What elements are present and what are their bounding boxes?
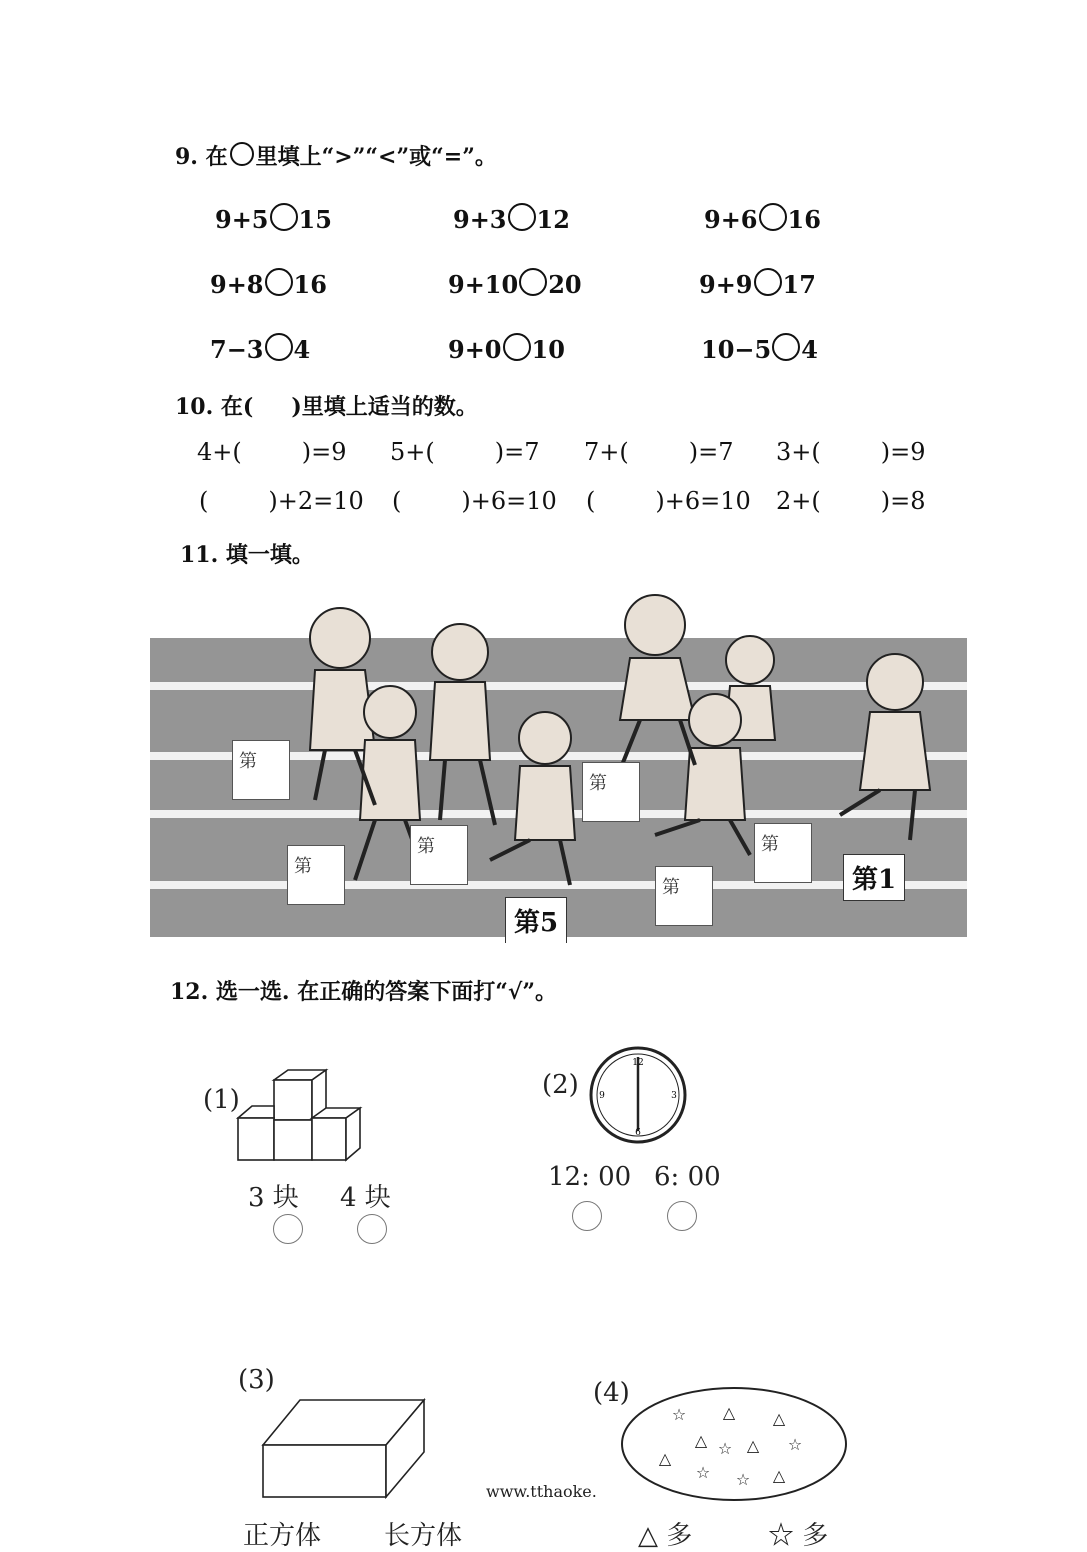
q9-right: 12 — [536, 205, 570, 234]
svg-text:△: △ — [694, 1431, 708, 1450]
q12-part2-option-a: 12: 00 — [548, 1162, 632, 1192]
q12-part1-number: (1) — [203, 1085, 240, 1115]
q12-title: 12. 选一选. 在正确的答案下面打“√”。 — [170, 979, 558, 1005]
q10-pre: 2+( — [776, 487, 821, 515]
q9-item — [210, 268, 327, 299]
q12-part4-number: (4) — [593, 1378, 630, 1408]
q11-title: 11. 填一填。 — [180, 542, 314, 568]
answer-circle[interactable] — [572, 1201, 602, 1231]
position-card-text: 第 — [294, 856, 312, 877]
q12-part3-option-a: 正方体 — [243, 1521, 322, 1551]
q9-item — [699, 268, 816, 299]
q10-title — [175, 390, 478, 421]
svg-text:☆: ☆ — [717, 1439, 733, 1458]
q9-right: 4 — [801, 335, 818, 364]
q10-item — [776, 438, 926, 466]
q12-part4-option-a: △ 多 — [638, 1521, 693, 1551]
answer-circle[interactable] — [667, 1201, 697, 1231]
q10-item — [199, 487, 364, 515]
q10-item — [392, 487, 557, 515]
q10-pre: 3+( — [776, 438, 821, 466]
q9-item — [210, 333, 310, 364]
q10-item — [197, 438, 347, 466]
q9-right: 16 — [787, 205, 821, 234]
q9-left: 9+6 — [704, 205, 758, 234]
q9-item — [704, 203, 821, 234]
compare-circle[interactable] — [754, 268, 782, 296]
q10-pre: 7+( — [584, 438, 629, 466]
q9-left: 9+0 — [448, 335, 502, 364]
compare-circle[interactable] — [265, 268, 293, 296]
compare-circle[interactable] — [270, 203, 298, 231]
q10-post: )=9 — [301, 438, 347, 466]
answer-circle[interactable] — [273, 1214, 303, 1244]
q10-item — [584, 438, 734, 466]
svg-text:☆: ☆ — [695, 1463, 711, 1482]
q9-item — [448, 333, 565, 364]
position-card-text: 第 — [662, 877, 680, 898]
q10-title-pre: 10. 在( — [175, 394, 254, 420]
position-card[interactable] — [287, 845, 345, 905]
q9-left: 9+8 — [210, 270, 264, 299]
q9-right: 15 — [298, 205, 332, 234]
compare-circle[interactable] — [759, 203, 787, 231]
q10-post: )=7 — [494, 438, 540, 466]
footer-watermark: www.tthaoke. — [486, 1482, 597, 1501]
q10-pre: ( — [392, 487, 402, 515]
q10-post: )=7 — [688, 438, 734, 466]
svg-text:△: △ — [658, 1449, 672, 1468]
q10-title-post: )里填上适当的数。 — [291, 394, 478, 420]
q9-right: 4 — [293, 335, 311, 364]
q9-item — [701, 333, 818, 364]
position-card[interactable] — [655, 866, 713, 926]
position-card[interactable] — [410, 825, 468, 885]
compare-circle[interactable] — [772, 333, 800, 361]
position-card[interactable] — [754, 823, 812, 883]
q9-left: 9+9 — [699, 270, 753, 299]
q9-title — [175, 140, 497, 171]
q10-post: )+6=10 — [461, 487, 557, 515]
svg-text:☆: ☆ — [671, 1405, 687, 1424]
clock-numeral: 12 — [632, 1058, 644, 1068]
svg-text:△: △ — [772, 1409, 786, 1428]
circle-symbol-icon — [230, 142, 254, 166]
q9-title-post: 里填上“>”“<”或“=”。 — [255, 144, 497, 170]
q10-post: )+2=10 — [268, 487, 364, 515]
first-place-label: 第1 — [843, 854, 905, 901]
svg-text:△: △ — [722, 1403, 736, 1422]
q9-left: 10−5 — [701, 335, 772, 364]
q10-post: )=8 — [880, 487, 926, 515]
q10-item — [586, 487, 751, 515]
cuboid-icon — [260, 1397, 426, 1499]
q9-left: 9+10 — [448, 270, 519, 299]
q12-part2-option-b: 6: 00 — [654, 1162, 721, 1192]
q9-item — [448, 268, 582, 299]
position-card[interactable] — [232, 740, 290, 800]
svg-text:△: △ — [772, 1466, 786, 1485]
running-track-illustration — [150, 590, 967, 937]
q12-part1-option-b: 4 块 — [340, 1183, 391, 1213]
position-card-text: 第 — [589, 773, 607, 794]
q12-part1-option-a: 3 块 — [248, 1183, 299, 1213]
q10-post: )+6=10 — [655, 487, 751, 515]
svg-text:☆: ☆ — [735, 1470, 751, 1489]
q9-item — [453, 203, 570, 234]
q10-pre: 4+( — [197, 438, 242, 466]
svg-text:△: △ — [746, 1436, 760, 1455]
answer-circle[interactable] — [357, 1214, 387, 1244]
compare-circle[interactable] — [508, 203, 536, 231]
q10-item — [390, 438, 540, 466]
clock-icon — [588, 1045, 688, 1145]
q10-pre: ( — [586, 487, 596, 515]
q9-title-pre: 9. 在 — [175, 144, 228, 170]
q12-part4-option-b: ☆ 多 — [768, 1521, 829, 1551]
svg-text:☆: ☆ — [787, 1435, 803, 1454]
position-card-text: 第 — [239, 751, 257, 772]
q9-item — [215, 203, 332, 234]
q10-item — [776, 487, 926, 515]
position-card-text: 第 — [417, 836, 435, 857]
q10-post: )=9 — [880, 438, 926, 466]
q12-part3-number: (3) — [238, 1365, 275, 1395]
clock-numeral: 9 — [599, 1091, 605, 1101]
q9-right: 16 — [293, 270, 327, 299]
shapes-oval-icon — [619, 1384, 849, 1504]
q9-left: 9+3 — [453, 205, 507, 234]
position-card[interactable] — [582, 762, 640, 822]
q10-pre: ( — [199, 487, 209, 515]
compare-circle[interactable] — [503, 333, 531, 361]
q9-left: 7−3 — [210, 335, 264, 364]
compare-circle[interactable] — [519, 268, 547, 296]
q9-right: 10 — [531, 335, 565, 364]
stacked-cubes-icon — [236, 1068, 366, 1163]
q10-pre: 5+( — [390, 438, 435, 466]
position-card-text: 第 — [761, 834, 779, 855]
q9-right: 17 — [782, 270, 816, 299]
q12-part3-option-b: 长方体 — [384, 1521, 463, 1551]
clock-numeral: 3 — [671, 1091, 677, 1101]
q12-part2-number: (2) — [542, 1070, 579, 1100]
compare-circle[interactable] — [265, 333, 293, 361]
q9-right: 20 — [548, 270, 582, 299]
clock-numeral: 6 — [635, 1128, 641, 1138]
fifth-place-label: 第5 — [505, 897, 567, 943]
q9-left: 9+5 — [215, 205, 269, 234]
